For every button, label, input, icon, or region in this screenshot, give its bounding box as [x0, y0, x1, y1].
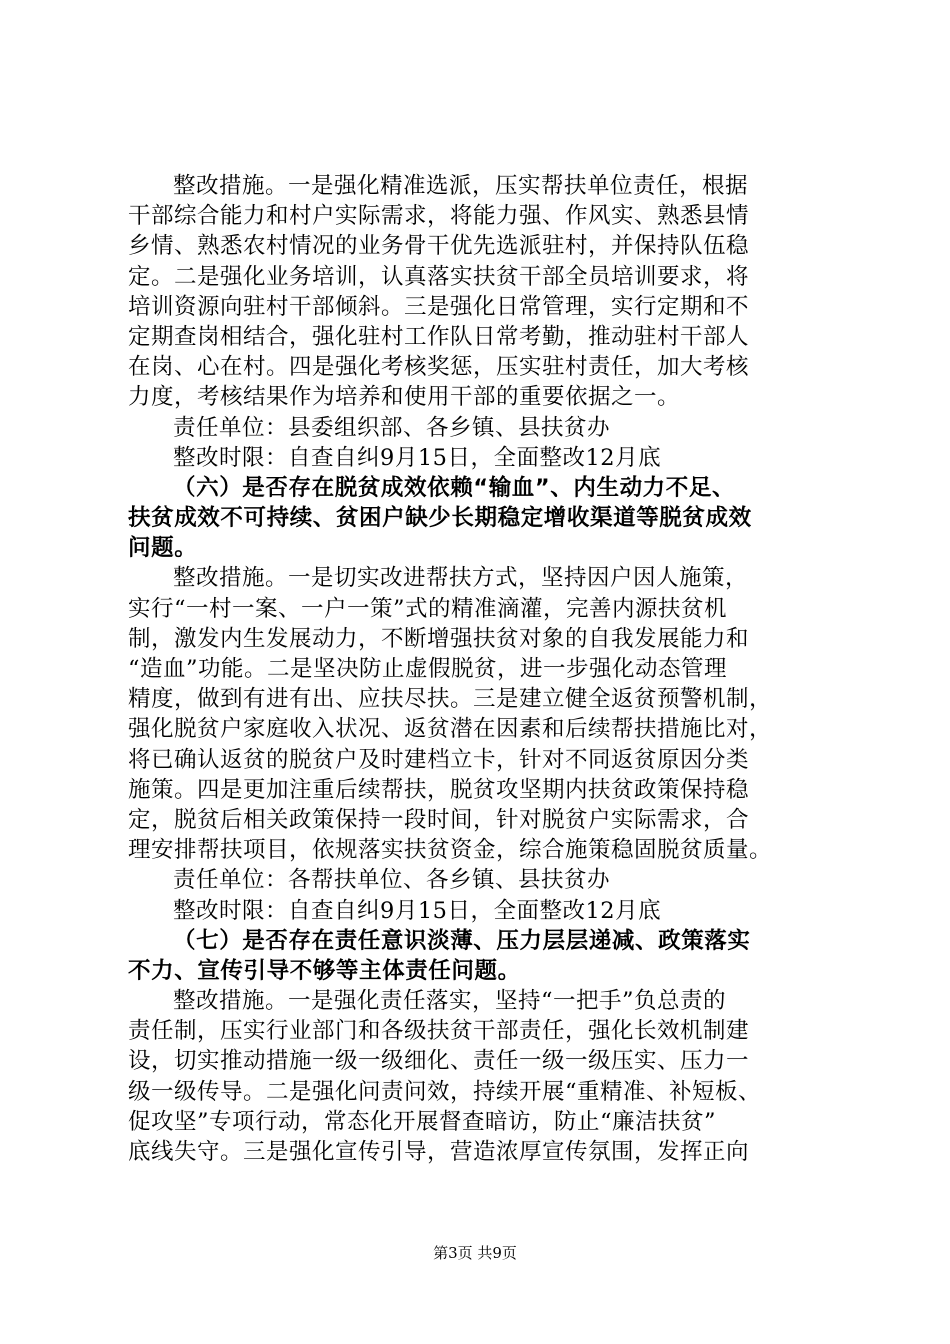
paragraph-line: 责任制，压实行业部门和各级扶贫干部责任，强化长效机制建 [128, 1018, 750, 1045]
paragraph-line: 理安排帮扶项目，依规落实扶贫资金，综合施策稳固脱贫质量。 [128, 837, 773, 864]
paragraph-line: 责任单位：各帮扶单位、各乡镇、县扶贫办 [173, 867, 611, 894]
paragraph-line: 定，脱贫后相关政策保持一段时间，针对脱贫户实际需求，合 [128, 806, 750, 833]
paragraph-line: 定期查岗相结合，强化驻村工作队日常考勤，推动驻村干部人 [128, 323, 750, 350]
section-heading-line: 问题。 [128, 535, 198, 562]
paragraph-line: 将已确认返贫的脱贫户及时建档立卡，针对不同返贫原因分类 [128, 746, 750, 773]
paragraph-line: 实行“一村一案、一户一策”式的精准滴灌，完善内源扶贫机 [128, 595, 728, 622]
paragraph-line: 整改措施。一是强化精准选派，压实帮扶单位责任，根据 [173, 173, 749, 199]
paragraph-line: 制，激发内生发展动力，不断增强扶贫对象的自我发展能力和 [128, 625, 750, 652]
paragraph-line: 施策。四是更加注重后续帮扶，脱贫攻坚期内扶贫政策保持稳 [128, 776, 750, 803]
document-body [128, 171, 833, 1167]
paragraph-line: 培训资源向驻村干部倾斜。三是强化日常管理，实行定期和不 [128, 293, 750, 320]
paragraph-line: 定。二是强化业务培训，认真落实扶贫干部全员培训要求，将 [128, 263, 750, 290]
paragraph-line: 强化脱贫户家庭收入状况、返贫潜在因素和后续帮扶措施比对， [128, 716, 773, 743]
paragraph-line: 整改时限：自查自纠9月15日，全面整改12月底 [173, 897, 662, 924]
paragraph-line: 整改措施。一是切实改进帮扶方式，坚持因户因人施策， [173, 565, 749, 592]
paragraph-line: 力度，考核结果作为培养和使用干部的重要依据之一。 [128, 384, 681, 411]
paragraph-line: 促攻坚”专项行动，常态化开展督查暗访，防止“廉洁扶贫” [128, 1108, 717, 1135]
paragraph-line: 责任单位：县委组织部、各乡镇、县扶贫办 [173, 414, 611, 441]
section-heading-line: 扶贫成效不可持续、贫困户缺少长期稳定增收渠道等脱贫成效 [128, 505, 752, 532]
paragraph-line: 底线失守。三是强化宣传引导，营造浓厚宣传氛围，发挥正向 [128, 1139, 750, 1165]
paragraph-line: 在岗、心在村。四是强化考核奖惩，压实驻村责任，加大考核 [128, 354, 750, 381]
paragraph-line: 整改时限：自查自纠9月15日，全面整改12月底 [173, 444, 662, 471]
paragraph-line: 级一级传导。二是强化问责问效，持续开展“重精准、补短板、 [128, 1078, 762, 1105]
paragraph-line: 整改措施。一是强化责任落实，坚持“一把手”负总责的 [173, 988, 727, 1015]
paragraph-line: “造血”功能。二是坚决防止虚假脱贫，进一步强化动态管理 [128, 656, 728, 682]
paragraph-line: 乡情、熟悉农村情况的业务骨干优先选派驻村，并保持队伍稳 [128, 233, 750, 260]
section-heading-line: （七）是否存在责任意识淡薄、压力层层递减、政策落实 [173, 927, 751, 954]
section-heading-line: 不力、宣传引导不够等主体责任问题。 [128, 957, 521, 984]
paragraph-line: 设，切实推动措施一级一级细化、责任一级一级压实、压力一 [128, 1048, 750, 1075]
paragraph-line: 干部综合能力和村户实际需求，将能力强、作风实、熟悉县情 [128, 203, 750, 230]
section-heading-line: （六）是否存在脱贫成效依赖“输血”、内生动力不足、 [173, 474, 736, 501]
page-footer: 第3页 共9页 [433, 1244, 517, 1262]
paragraph-line: 精度，做到有进有出、应扶尽扶。三是建立健全返贫预警机制， [128, 686, 773, 713]
